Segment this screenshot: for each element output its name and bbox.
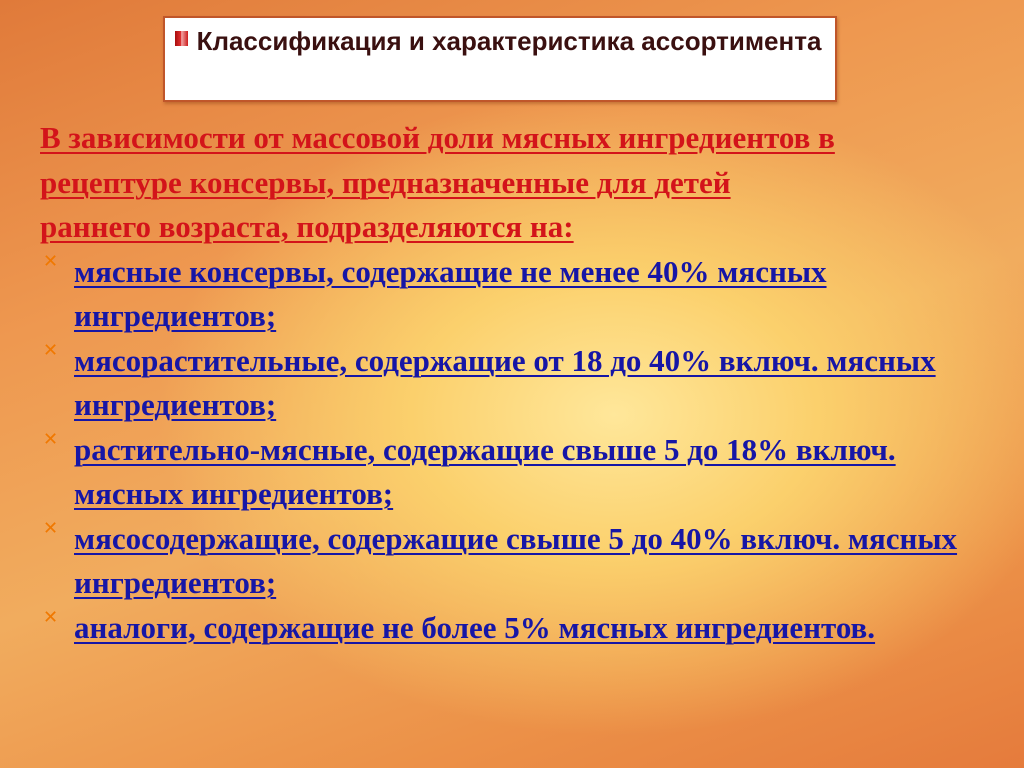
list-item-text: аналоги, содержащие не более 5% мясных ингредиентов. (74, 609, 876, 645)
orange-x-bullet-icon: ✕ (43, 250, 59, 272)
slide-content (40, 116, 990, 650)
list-item (40, 606, 990, 651)
classification-list (40, 250, 990, 651)
list-item-text: мясорастительные, содержащие от 18 до 40% включ. мясных ингредиентов; (74, 342, 936, 422)
list-item (40, 428, 990, 517)
list-item-text: растительно-мясные, содержащие свыше 5 до 18% включ. мясных ингредиентов; (74, 431, 896, 511)
orange-x-bullet-icon: ✕ (43, 339, 59, 361)
list-item-text: мясосодержащие, содержащие свыше 5 до 40% включ. мясных ингредиентов; (74, 520, 958, 600)
slide-title: Классификация и характеристика ассортимента (196, 26, 822, 56)
list-item-text: мясные консервы, содержащие не менее 40% мясных ингредиентов; (74, 253, 827, 333)
orange-x-bullet-icon: ✕ (43, 606, 59, 628)
list-item (40, 517, 990, 606)
list-item (40, 339, 990, 428)
orange-x-bullet-icon: ✕ (43, 428, 59, 450)
intro-paragraph: В зависимости от массовой доли мясных ингредиентов в рецептуре консервы, предназначенные для детей раннего возраста, подразделяются на: (40, 120, 835, 244)
red-square-bullet-icon (175, 31, 188, 46)
list-item (40, 250, 990, 339)
orange-x-bullet-icon: ✕ (43, 517, 59, 539)
title-box (163, 16, 837, 102)
